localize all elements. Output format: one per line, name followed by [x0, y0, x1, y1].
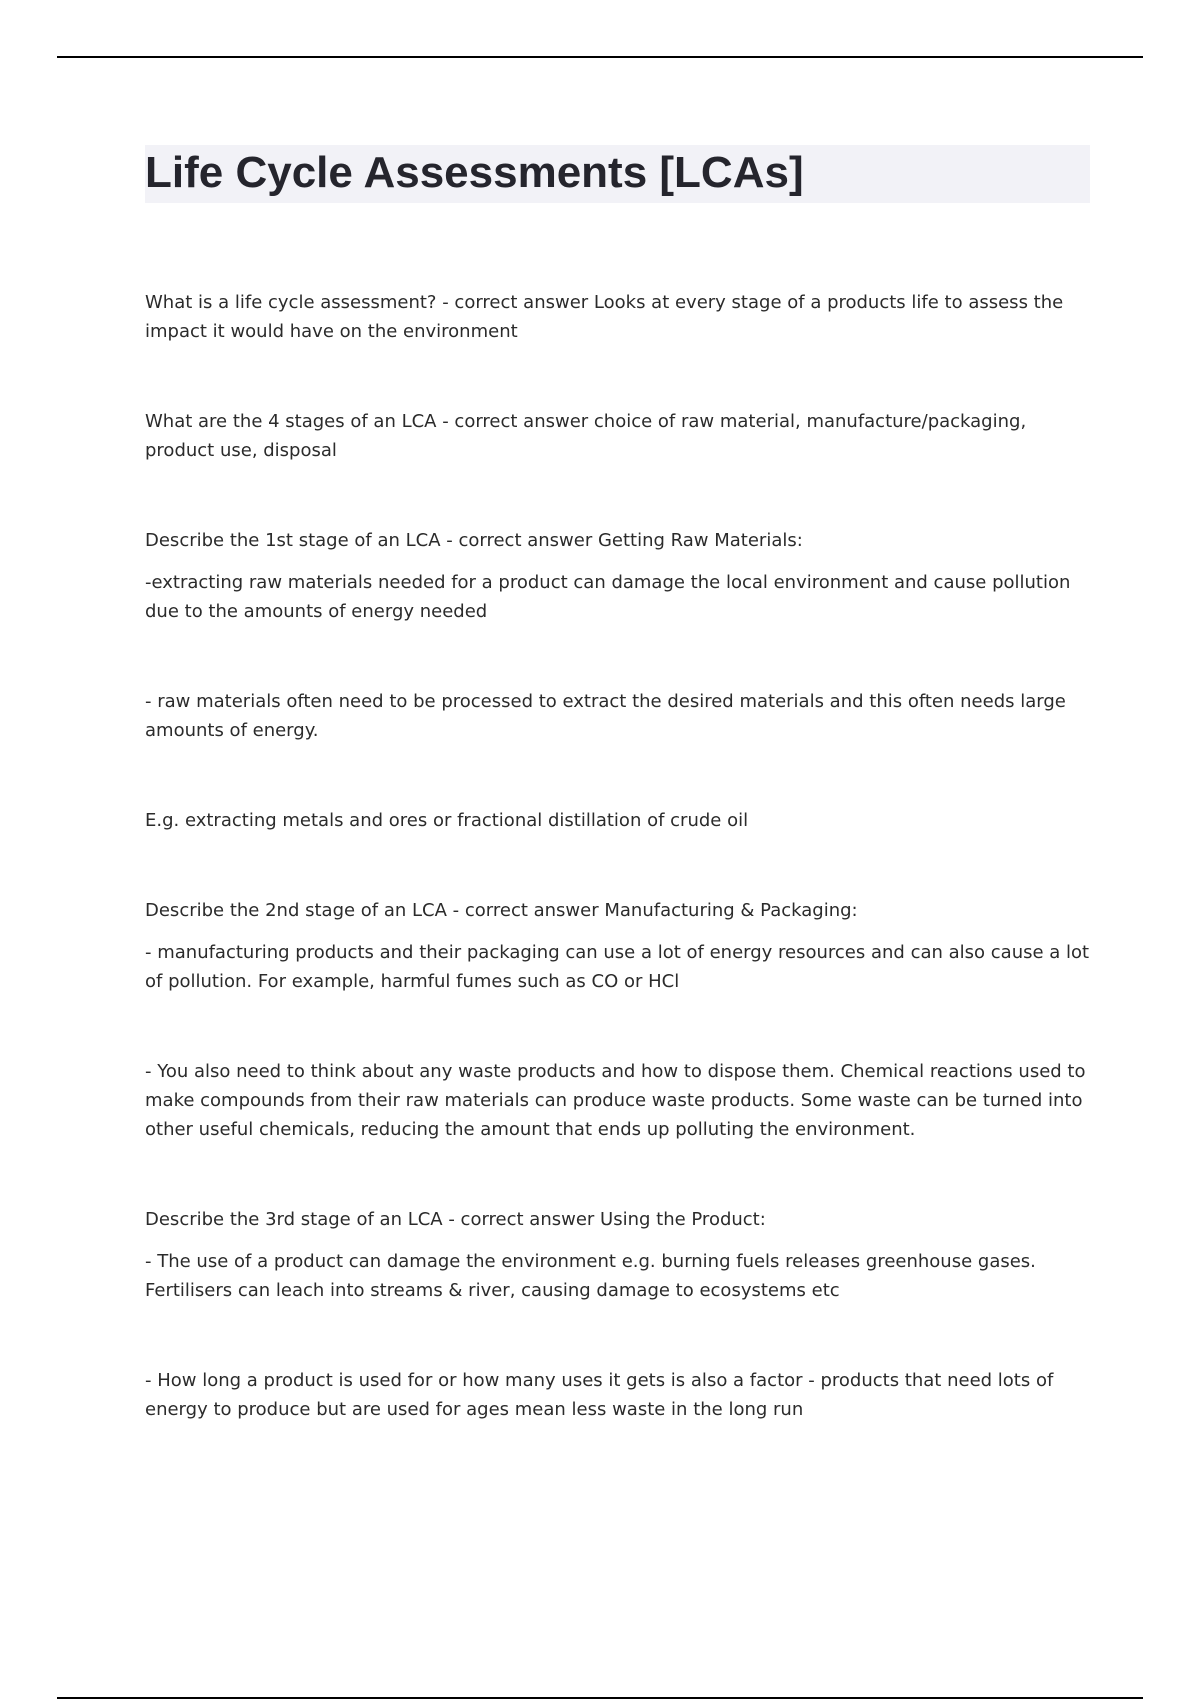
answer-paragraph: - You also need to think about any waste products and how to dispose them. Chemical reactions used to make compounds from their raw materials can produce waste products. Some waste can be turned into other useful chemicals, reducing the amount that ends up polluting the environment. — [145, 1061, 1086, 1140]
answer-paragraph: - raw materials often need to be processed to extract the desired materials and this often needs large amounts of energy. — [145, 691, 1066, 741]
answer-paragraph: - manufacturing products and their packaging can use a lot of energy resources and can also cause a lot of pollution. For example, harmful fumes such as CO or HCl — [145, 942, 1090, 992]
qa-paragraph: Describe the 3rd stage of an LCA - correct answer Using the Product: — [145, 1209, 766, 1230]
page-title: Life Cycle Assessments [LCAs] — [145, 148, 804, 197]
qa-paragraph: Describe the 1st stage of an LCA - correct answer Getting Raw Materials: — [145, 530, 803, 551]
answer-paragraph: E.g. extracting metals and ores or fractional distillation of crude oil — [145, 810, 749, 831]
qa-paragraph: What are the 4 stages of an LCA - correct answer choice of raw material, manufacture/packaging, product use, disposal — [145, 411, 1027, 461]
document-body — [145, 288, 1090, 1424]
answer-paragraph: - The use of a product can damage the environment e.g. burning fuels releases greenhouse gases. Fertilisers can leach into streams & river, causing damage to ecosystems etc — [145, 1251, 1036, 1301]
qa-paragraph: What is a life cycle assessment? - correct answer Looks at every stage of a products life to assess the impact it would have on the environment — [145, 292, 1064, 342]
answer-paragraph: -extracting raw materials needed for a product can damage the local environment and cause pollution due to the amounts of energy needed — [145, 572, 1071, 622]
answer-paragraph: - How long a product is used for or how many uses it gets is also a factor - products that need lots of energy to produce but are used for ages mean less waste in the long run — [145, 1370, 1054, 1420]
bottom-rule — [57, 1697, 1143, 1699]
top-rule — [57, 56, 1143, 58]
qa-paragraph: Describe the 2nd stage of an LCA - correct answer Manufacturing & Packaging: — [145, 900, 858, 921]
